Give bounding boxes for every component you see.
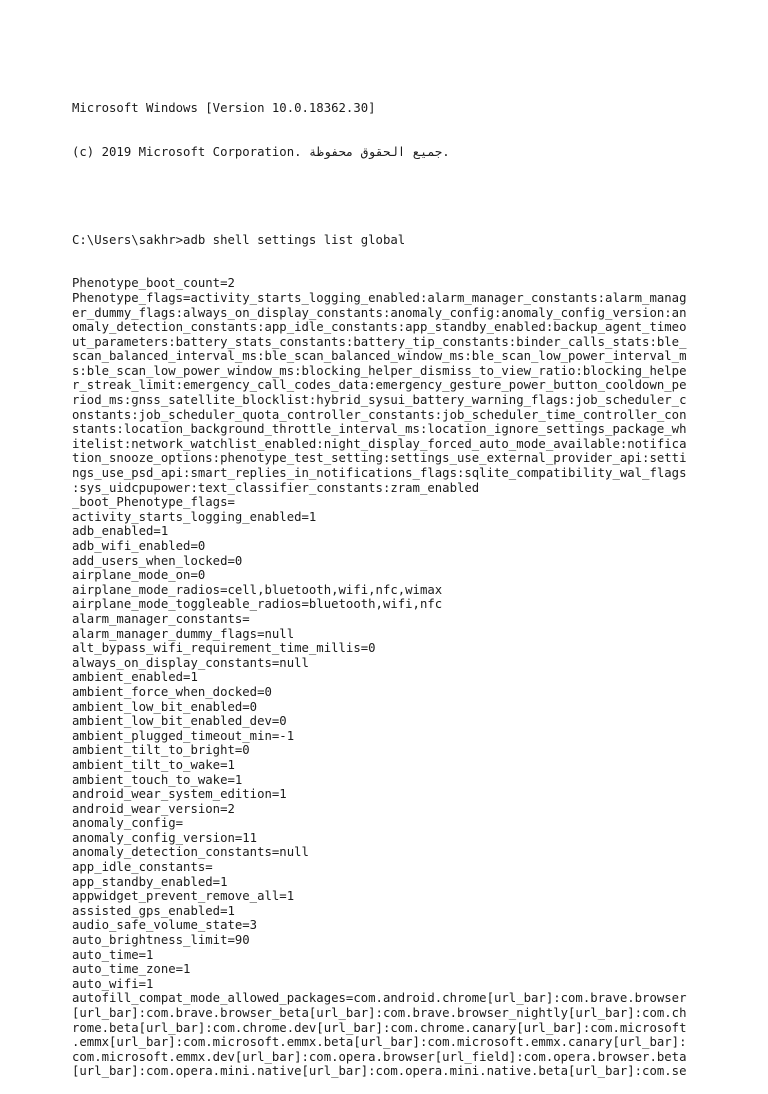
output-line: Phenotype_boot_count=2 bbox=[72, 276, 235, 291]
output-line: android_wear_version=2 bbox=[72, 801, 235, 816]
output-line: anomaly_detection_constants=null bbox=[72, 845, 309, 860]
output-line: [url_bar]:com.brave.browser_beta[url_bar]:com.brave.browser_nightly[url_bar]:com.ch bbox=[72, 1006, 687, 1020]
output-line: ambient_plugged_timeout_min=-1 bbox=[72, 728, 295, 743]
output-line: airplane_mode_on=0 bbox=[72, 568, 206, 583]
output-line: add_users_when_locked=0 bbox=[72, 553, 243, 568]
output-line: auto_brightness_limit=90 bbox=[72, 933, 250, 948]
output-line: ambient_enabled=1 bbox=[72, 670, 198, 685]
output-line: airplane_mode_radios=cell,bluetooth,wifi,nfc,wimax bbox=[72, 582, 443, 597]
windows-version-line: Microsoft Windows [Version 10.0.18362.30] bbox=[72, 101, 376, 116]
output-line: s:ble_scan_low_power_window_ms:blocking_helper_dismiss_to_view_ratio:blocking_helpe bbox=[72, 363, 687, 378]
output-line: .emmx[url_bar]:com.microsoft.emmx.beta[url_bar]:com.microsoft.emmx.canary[url_bar]: bbox=[72, 1035, 687, 1050]
copyright-line: (c) 2019 Microsoft Corporation. جميع الحقوق محفوظة. bbox=[72, 144, 450, 159]
settings-list-output bbox=[72, 276, 702, 1079]
output-line: _boot_Phenotype_flags= bbox=[72, 495, 235, 510]
output-line: ambient_tilt_to_wake=1 bbox=[72, 757, 235, 772]
output-line: appwidget_prevent_remove_all=1 bbox=[72, 889, 295, 904]
output-line: auto_time_zone=1 bbox=[72, 962, 191, 977]
output-line: airplane_mode_toggleable_radios=bluetooth,wifi,nfc bbox=[72, 597, 443, 612]
output-line: rome.beta[url_bar]:com.chrome.dev[url_bar]:com.chrome.canary[url_bar]:com.microsoft bbox=[72, 1020, 687, 1035]
output-line: anomaly_config_version=11 bbox=[72, 830, 258, 845]
output-line: :sys_uidcpupower:text_classifier_constants:zram_enabled bbox=[72, 480, 480, 495]
output-line: auto_time=1 bbox=[72, 947, 154, 962]
output-line: ut_parameters:battery_stats_constants:battery_tip_constants:binder_calls_stats:ble_ bbox=[72, 334, 687, 349]
output-line: Phenotype_flags=activity_starts_logging_enabled:alarm_manager_constants:alarm_manag bbox=[72, 290, 687, 305]
output-line: ambient_tilt_to_bright=0 bbox=[72, 743, 250, 758]
output-line: alarm_manager_dummy_flags=null bbox=[72, 626, 295, 641]
console-output bbox=[72, 72, 702, 1094]
output-line: [url_bar]:com.opera.mini.native[url_bar]:com.opera.mini.native.beta[url_bar]:com.se bbox=[72, 1064, 687, 1079]
output-line: autofill_compat_mode_allowed_packages=com.android.chrome[url_bar]:com.brave.browser bbox=[72, 991, 687, 1006]
output-line: alarm_manager_constants= bbox=[72, 611, 250, 626]
output-line: android_wear_system_edition=1 bbox=[72, 787, 287, 802]
output-line: activity_starts_logging_enabled=1 bbox=[72, 509, 317, 524]
output-line: ngs_use_psd_api:smart_replies_in_notifications_flags:sqlite_compatibility_wal_flags bbox=[72, 466, 687, 481]
command-prompt-line: C:\Users\sakhr>adb shell settings list global bbox=[72, 232, 406, 247]
output-line: itelist:network_watchlist_enabled:night_display_forced_auto_mode_available:notifica bbox=[72, 436, 687, 451]
output-line: auto_wifi=1 bbox=[72, 976, 154, 991]
output-line: app_standby_enabled=1 bbox=[72, 874, 228, 889]
blank-line bbox=[72, 189, 702, 204]
output-line: ambient_low_bit_enabled=0 bbox=[72, 699, 258, 714]
output-line: anomaly_config= bbox=[72, 816, 184, 831]
output-line: com.microsoft.emmx.dev[url_bar]:com.opera.browser[url_field]:com.opera.browser.beta bbox=[72, 1049, 687, 1064]
output-line: adb_enabled=1 bbox=[72, 524, 169, 539]
output-line: er_dummy_flags:always_on_display_constants:anomaly_config:anomaly_config_version:an bbox=[72, 305, 687, 320]
output-line: ambient_low_bit_enabled_dev=0 bbox=[72, 714, 287, 729]
output-line: riod_ms:gnss_satellite_blocklist:hybrid_sysui_battery_warning_flags:job_scheduler_c bbox=[72, 393, 687, 408]
output-line: app_idle_constants= bbox=[72, 860, 213, 875]
output-line: audio_safe_volume_state=3 bbox=[72, 918, 258, 933]
output-line: tion_snooze_options:phenotype_test_setting:settings_use_external_provider_api:setti bbox=[72, 451, 687, 466]
output-line: scan_balanced_interval_ms:ble_scan_balanced_window_ms:ble_scan_low_power_interval_m bbox=[72, 349, 687, 364]
output-line: alt_bypass_wifi_requirement_time_millis=0 bbox=[72, 641, 376, 656]
output-line: assisted_gps_enabled=1 bbox=[72, 903, 235, 918]
output-line: adb_wifi_enabled=0 bbox=[72, 539, 206, 553]
output-line: r_streak_limit:emergency_call_codes_data:emergency_gesture_power_button_cooldown_pe bbox=[72, 378, 687, 393]
output-line: ambient_touch_to_wake=1 bbox=[72, 772, 243, 787]
output-line: ambient_force_when_docked=0 bbox=[72, 684, 272, 699]
output-line: always_on_display_constants=null bbox=[72, 655, 309, 670]
output-line: omaly_detection_constants:app_idle_constants:app_standby_enabled:backup_agent_timeo bbox=[72, 320, 687, 335]
output-line: stants:location_background_throttle_interval_ms:location_ignore_settings_package_wh bbox=[72, 422, 687, 437]
output-line: onstants:job_scheduler_quota_controller_constants:job_scheduler_time_controller_con bbox=[72, 407, 687, 422]
